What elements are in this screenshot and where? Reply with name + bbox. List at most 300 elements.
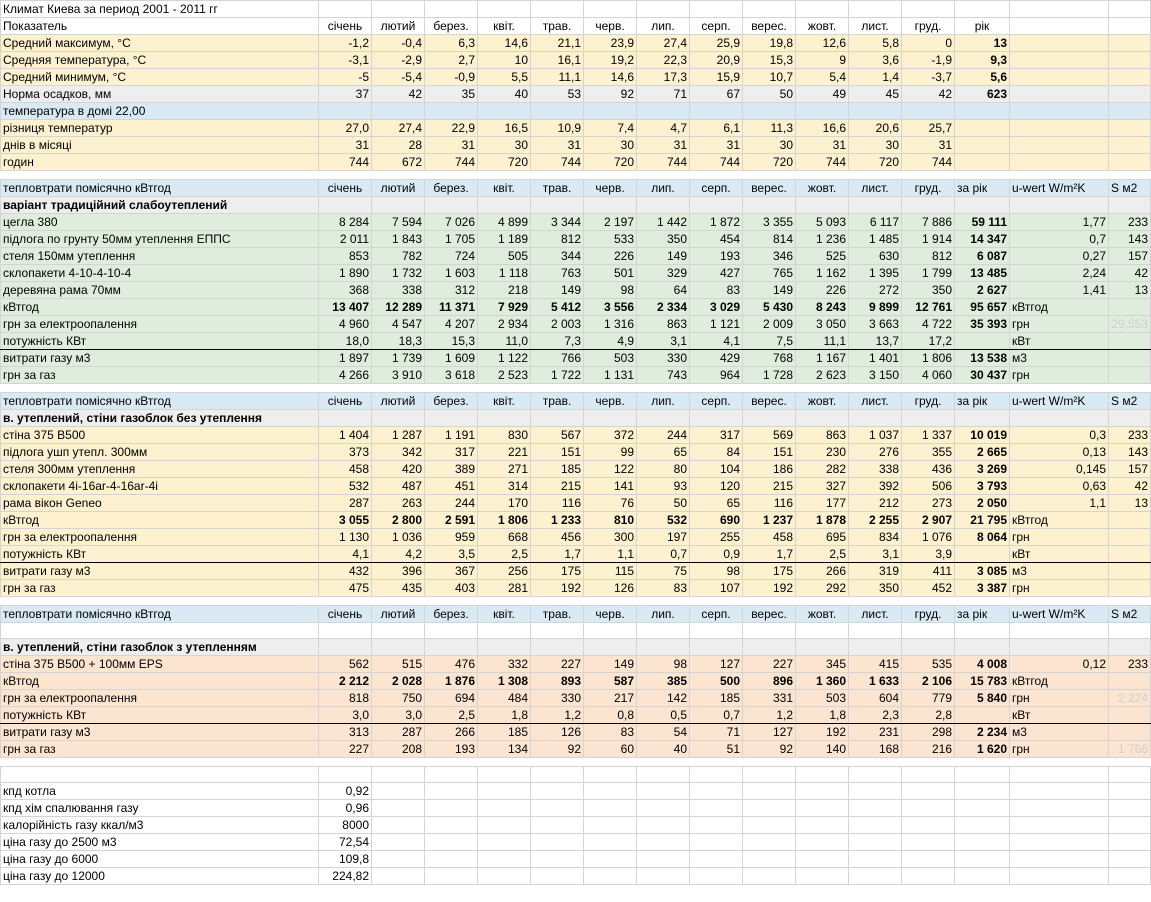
empty-cell[interactable]	[531, 623, 584, 639]
value-cell[interactable]: 1 705	[425, 231, 478, 248]
value-cell[interactable]: 744	[531, 154, 584, 171]
unit-cell[interactable]: грн	[1010, 580, 1109, 597]
value-cell[interactable]: 83	[690, 282, 743, 299]
unit-cell[interactable]: м3	[1010, 350, 1109, 367]
row-label[interactable]: стеля 150мм утеплення	[1, 248, 319, 265]
value-cell[interactable]: 1,2	[531, 707, 584, 724]
value-cell[interactable]: 503	[584, 350, 637, 367]
empty-cell[interactable]	[478, 817, 531, 834]
row-label[interactable]: стіна 375 В500	[1, 427, 319, 444]
value-cell[interactable]: 1 122	[478, 350, 531, 367]
value-cell[interactable]: 2 106	[902, 673, 955, 690]
value-cell[interactable]: 141	[584, 478, 637, 495]
empty-cell[interactable]	[584, 103, 637, 120]
empty-cell[interactable]	[372, 171, 425, 180]
empty-cell[interactable]	[478, 384, 531, 393]
column-header[interactable]: лип.	[637, 606, 690, 623]
row-label[interactable]: витрати газу м3	[1, 724, 319, 741]
value-cell[interactable]: 1 189	[478, 231, 531, 248]
empty-cell[interactable]	[690, 817, 743, 834]
value-cell[interactable]: 2 523	[478, 367, 531, 384]
empty-cell[interactable]	[478, 171, 531, 180]
empty-cell[interactable]	[478, 103, 531, 120]
empty-cell[interactable]	[531, 410, 584, 427]
value-cell[interactable]: 766	[531, 350, 584, 367]
value-cell[interactable]: 396	[372, 563, 425, 580]
value-cell[interactable]: 1 360	[796, 673, 849, 690]
u-value-cell[interactable]: 0,13	[1010, 444, 1109, 461]
value-cell[interactable]: 525	[796, 248, 849, 265]
value-cell[interactable]: 964	[690, 367, 743, 384]
empty-cell[interactable]	[1010, 69, 1109, 86]
value-cell[interactable]: 9	[796, 52, 849, 69]
value-cell[interactable]: 287	[319, 495, 372, 512]
value-cell[interactable]: 330	[637, 350, 690, 367]
value-cell[interactable]: 317	[690, 427, 743, 444]
area-cell[interactable]: 233	[1109, 427, 1151, 444]
empty-cell[interactable]	[690, 384, 743, 393]
value-cell[interactable]: 256	[478, 563, 531, 580]
month-header[interactable]: лютий	[372, 18, 425, 35]
value-cell[interactable]: 20,6	[849, 120, 902, 137]
value-cell[interactable]: 31	[796, 137, 849, 154]
value-cell[interactable]: 134	[478, 741, 531, 758]
value-cell[interactable]: 1 739	[372, 350, 425, 367]
value-cell[interactable]: 3 029	[690, 299, 743, 316]
column-header[interactable]: лютий	[372, 393, 425, 410]
value-cell[interactable]: 2 591	[425, 512, 478, 529]
value-cell[interactable]: 19,2	[584, 52, 637, 69]
empty-cell[interactable]	[478, 851, 531, 868]
value-cell[interactable]: 95 657	[955, 299, 1010, 316]
value-cell[interactable]: 1 872	[690, 214, 743, 231]
value-cell[interactable]: -1,9	[902, 52, 955, 69]
row-label[interactable]: грн за електроопалення	[1, 690, 319, 707]
empty-cell[interactable]	[743, 171, 796, 180]
value-cell[interactable]: -0,4	[372, 35, 425, 52]
value-cell[interactable]: 392	[849, 478, 902, 495]
empty-cell[interactable]	[478, 1, 531, 18]
value-cell[interactable]: 64	[637, 282, 690, 299]
value-cell[interactable]: 215	[743, 478, 796, 495]
param-label[interactable]: ціна газу до 12000	[1, 868, 319, 885]
empty-cell[interactable]	[1109, 103, 1151, 120]
value-cell[interactable]: 10,7	[743, 69, 796, 86]
value-cell[interactable]: 84	[690, 444, 743, 461]
value-cell[interactable]: 1 237	[743, 512, 796, 529]
value-cell[interactable]: 535	[902, 656, 955, 673]
empty-cell[interactable]	[425, 410, 478, 427]
value-cell[interactable]: 744	[902, 154, 955, 171]
value-cell[interactable]: 1 401	[849, 350, 902, 367]
column-header[interactable]: груд.	[902, 180, 955, 197]
empty-cell[interactable]	[849, 639, 902, 656]
value-cell[interactable]: 168	[849, 741, 902, 758]
value-cell[interactable]: 92	[584, 86, 637, 103]
value-cell[interactable]: 1 843	[372, 231, 425, 248]
row-label[interactable]: Средний минимум, °C	[1, 69, 319, 86]
value-cell[interactable]: 6 117	[849, 214, 902, 231]
empty-cell[interactable]	[743, 410, 796, 427]
empty-cell[interactable]	[902, 197, 955, 214]
value-cell[interactable]: 1,4	[849, 69, 902, 86]
empty-cell[interactable]	[955, 767, 1010, 783]
value-cell[interactable]	[955, 137, 1010, 154]
value-cell[interactable]: 0,5	[637, 707, 690, 724]
unit-cell[interactable]: кВтгод	[1010, 512, 1109, 529]
empty-cell[interactable]	[1010, 639, 1109, 656]
month-header[interactable]: трав.	[531, 18, 584, 35]
empty-cell[interactable]	[637, 597, 690, 606]
u-value-cell[interactable]: 0,27	[1010, 248, 1109, 265]
month-header[interactable]: верес.	[743, 18, 796, 35]
empty-cell[interactable]	[1109, 639, 1151, 656]
section-title[interactable]: варіант традиційний слабоутеплений	[1, 197, 319, 214]
value-cell[interactable]: 23,9	[584, 35, 637, 52]
unit-cell[interactable]: грн	[1010, 741, 1109, 758]
value-cell[interactable]: 5,5	[478, 69, 531, 86]
value-cell[interactable]: 2 003	[531, 316, 584, 333]
value-cell[interactable]: 19,8	[743, 35, 796, 52]
value-cell[interactable]: 452	[902, 580, 955, 597]
value-cell[interactable]: 3 618	[425, 367, 478, 384]
value-cell[interactable]: -3,7	[902, 69, 955, 86]
value-cell[interactable]: 744	[796, 154, 849, 171]
value-cell[interactable]: 720	[584, 154, 637, 171]
empty-cell[interactable]	[531, 103, 584, 120]
empty-cell[interactable]	[637, 623, 690, 639]
empty-cell[interactable]	[478, 800, 531, 817]
empty-cell[interactable]	[849, 103, 902, 120]
empty-cell[interactable]	[637, 197, 690, 214]
param-value[interactable]: 72,54	[319, 834, 372, 851]
column-header[interactable]: черв.	[584, 180, 637, 197]
empty-cell[interactable]	[372, 1, 425, 18]
unit-cell[interactable]: кВт	[1010, 333, 1109, 350]
empty-cell[interactable]	[478, 767, 531, 783]
empty-cell[interactable]	[690, 767, 743, 783]
value-cell[interactable]: 3,0	[319, 707, 372, 724]
value-cell[interactable]: 227	[531, 656, 584, 673]
value-cell[interactable]: 11,1	[531, 69, 584, 86]
value-cell[interactable]: 12,6	[796, 35, 849, 52]
value-cell[interactable]: 65	[637, 444, 690, 461]
empty-cell[interactable]	[955, 817, 1010, 834]
value-cell[interactable]: 1 167	[796, 350, 849, 367]
empty-cell[interactable]	[743, 800, 796, 817]
param-value[interactable]: 224,82	[319, 868, 372, 885]
u-value-cell[interactable]: 0,3	[1010, 427, 1109, 444]
empty-cell[interactable]	[955, 800, 1010, 817]
value-cell[interactable]: 484	[478, 690, 531, 707]
empty-cell[interactable]	[425, 103, 478, 120]
value-cell[interactable]: 50	[637, 495, 690, 512]
value-cell[interactable]: 18,0	[319, 333, 372, 350]
value-cell[interactable]: 292	[796, 580, 849, 597]
value-cell[interactable]	[955, 154, 1010, 171]
empty-cell[interactable]	[743, 103, 796, 120]
value-cell[interactable]: 31	[637, 137, 690, 154]
value-cell[interactable]: 329	[637, 265, 690, 282]
empty-cell[interactable]	[849, 384, 902, 393]
value-cell[interactable]: 27,0	[319, 120, 372, 137]
value-cell[interactable]	[1109, 350, 1151, 367]
empty-cell[interactable]	[690, 1, 743, 18]
empty-cell[interactable]	[955, 597, 1010, 606]
u-value-cell[interactable]: 0,7	[1010, 231, 1109, 248]
value-cell[interactable]: 282	[796, 461, 849, 478]
value-cell[interactable]: 743	[637, 367, 690, 384]
value-cell[interactable]: 330	[531, 690, 584, 707]
value-cell[interactable]: 2,8	[902, 707, 955, 724]
column-header[interactable]: трав.	[531, 180, 584, 197]
section-header-label[interactable]: тепловтрати помісячно кВтгод	[1, 606, 319, 623]
empty-cell[interactable]	[902, 817, 955, 834]
value-cell[interactable]: 51	[690, 741, 743, 758]
value-cell[interactable]: 37	[319, 86, 372, 103]
value-cell[interactable]: 3 793	[955, 478, 1010, 495]
empty-cell[interactable]	[478, 623, 531, 639]
row-label[interactable]: кВтгод	[1, 299, 319, 316]
row-label[interactable]: підлога ушп утепл. 300мм	[1, 444, 319, 461]
value-cell[interactable]: 10	[478, 52, 531, 69]
value-cell[interactable]: 3 387	[955, 580, 1010, 597]
value-cell[interactable]: 10,9	[531, 120, 584, 137]
value-cell[interactable]: 3 556	[584, 299, 637, 316]
value-cell[interactable]: 411	[902, 563, 955, 580]
empty-cell[interactable]	[690, 800, 743, 817]
empty-cell[interactable]	[372, 758, 425, 767]
empty-cell[interactable]	[584, 783, 637, 800]
value-cell[interactable]: 1 131	[584, 367, 637, 384]
value-cell[interactable]: 853	[319, 248, 372, 265]
value-cell[interactable]: 276	[849, 444, 902, 461]
value-cell[interactable]: 830	[478, 427, 531, 444]
row-label[interactable]: грн за електроопалення	[1, 529, 319, 546]
value-cell[interactable]: 99	[584, 444, 637, 461]
value-cell[interactable]: 208	[372, 741, 425, 758]
section-header-label[interactable]: тепловтрати помісячно кВтгод	[1, 180, 319, 197]
value-cell[interactable]: 92	[743, 741, 796, 758]
value-cell[interactable]: 16,5	[478, 120, 531, 137]
value-cell[interactable]: 98	[584, 282, 637, 299]
value-cell[interactable]: 21 795	[955, 512, 1010, 529]
unit-cell[interactable]: грн	[1010, 529, 1109, 546]
empty-cell[interactable]	[372, 623, 425, 639]
value-cell[interactable]	[1109, 512, 1151, 529]
section-title[interactable]: в. утеплений, стіни газоблок з утепленням	[1, 639, 319, 656]
empty-cell[interactable]	[1010, 1, 1109, 18]
value-cell[interactable]: 40	[478, 86, 531, 103]
value-cell[interactable]: 98	[690, 563, 743, 580]
value-cell[interactable]: 2 234	[955, 724, 1010, 741]
empty-cell[interactable]	[372, 197, 425, 214]
value-cell[interactable]: 5 412	[531, 299, 584, 316]
value-cell[interactable]: 765	[743, 265, 796, 282]
value-cell[interactable]: 4 266	[319, 367, 372, 384]
value-cell[interactable]: 45	[849, 86, 902, 103]
value-cell[interactable]: 0,7	[637, 546, 690, 563]
value-cell[interactable]: 744	[690, 154, 743, 171]
empty-cell[interactable]	[743, 834, 796, 851]
value-cell[interactable]: 192	[743, 580, 796, 597]
empty-cell[interactable]	[849, 623, 902, 639]
empty-cell[interactable]	[1109, 623, 1151, 639]
empty-cell[interactable]	[1109, 817, 1151, 834]
month-header[interactable]: черв.	[584, 18, 637, 35]
value-cell[interactable]: 346	[743, 248, 796, 265]
value-cell[interactable]: 810	[584, 512, 637, 529]
value-cell[interactable]: 140	[796, 741, 849, 758]
value-cell[interactable]: 2,7	[425, 52, 478, 69]
row-label[interactable]: потужність КВт	[1, 333, 319, 350]
value-cell[interactable]: 814	[743, 231, 796, 248]
column-header[interactable]: лист.	[849, 606, 902, 623]
empty-cell[interactable]	[690, 623, 743, 639]
empty-cell[interactable]	[319, 197, 372, 214]
empty-cell[interactable]	[849, 597, 902, 606]
empty-cell[interactable]	[531, 197, 584, 214]
value-cell[interactable]: 505	[478, 248, 531, 265]
empty-cell[interactable]	[531, 384, 584, 393]
column-header[interactable]: трав.	[531, 606, 584, 623]
value-cell[interactable]: 30	[478, 137, 531, 154]
empty-cell[interactable]	[1, 623, 319, 639]
value-cell[interactable]: 300	[584, 529, 637, 546]
value-cell[interactable]: 83	[584, 724, 637, 741]
empty-cell[interactable]	[955, 410, 1010, 427]
unit-cell[interactable]: кВтгод	[1010, 673, 1109, 690]
value-cell[interactable]: 319	[849, 563, 902, 580]
value-cell[interactable]: 2 212	[319, 673, 372, 690]
value-cell[interactable]: 3 910	[372, 367, 425, 384]
row-label[interactable]: витрати газу м3	[1, 350, 319, 367]
empty-cell[interactable]	[1010, 35, 1109, 52]
empty-cell[interactable]	[902, 834, 955, 851]
value-cell[interactable]: 403	[425, 580, 478, 597]
value-cell[interactable]: 345	[796, 656, 849, 673]
value-cell[interactable]: 14,6	[584, 69, 637, 86]
empty-cell[interactable]	[637, 767, 690, 783]
value-cell[interactable]: 263	[372, 495, 425, 512]
value-cell[interactable]: 9 899	[849, 299, 902, 316]
empty-cell[interactable]	[796, 868, 849, 885]
empty-cell[interactable]	[849, 783, 902, 800]
empty-cell[interactable]	[372, 597, 425, 606]
empty-cell[interactable]	[1109, 69, 1151, 86]
value-cell[interactable]	[1109, 529, 1151, 546]
value-cell[interactable]: 2 665	[955, 444, 1010, 461]
empty-cell[interactable]	[849, 171, 902, 180]
value-cell[interactable]: 16,1	[531, 52, 584, 69]
empty-cell[interactable]	[531, 597, 584, 606]
value-cell[interactable]: 126	[584, 580, 637, 597]
empty-cell[interactable]	[690, 103, 743, 120]
empty-cell[interactable]	[319, 410, 372, 427]
empty-cell[interactable]	[372, 834, 425, 851]
empty-cell[interactable]	[584, 767, 637, 783]
value-cell[interactable]: 126	[531, 724, 584, 741]
empty-cell[interactable]	[690, 171, 743, 180]
value-cell[interactable]: 3,1	[849, 546, 902, 563]
value-cell[interactable]: 2 050	[955, 495, 1010, 512]
empty-cell[interactable]	[849, 197, 902, 214]
column-header[interactable]: лист.	[849, 180, 902, 197]
value-cell[interactable]: 7 594	[372, 214, 425, 231]
empty-cell[interactable]	[637, 817, 690, 834]
column-header[interactable]: S м2	[1109, 180, 1151, 197]
value-cell[interactable]: 281	[478, 580, 531, 597]
value-cell[interactable]: 185	[690, 690, 743, 707]
empty-cell[interactable]	[319, 597, 372, 606]
value-cell[interactable]: 151	[743, 444, 796, 461]
empty-cell[interactable]	[849, 817, 902, 834]
empty-cell[interactable]	[531, 171, 584, 180]
value-cell[interactable]: 0,9	[690, 546, 743, 563]
column-header[interactable]: квіт.	[478, 606, 531, 623]
value-cell[interactable]: 1 806	[478, 512, 531, 529]
empty-cell[interactable]	[319, 103, 372, 120]
empty-cell[interactable]	[1109, 597, 1151, 606]
empty-cell[interactable]	[955, 834, 1010, 851]
value-cell[interactable]: 1,1	[584, 546, 637, 563]
empty-cell[interactable]	[584, 171, 637, 180]
area-cell[interactable]: 42	[1109, 478, 1151, 495]
value-cell[interactable]: 142	[637, 690, 690, 707]
column-header[interactable]: S м2	[1109, 393, 1151, 410]
empty-cell[interactable]	[1010, 758, 1109, 767]
empty-cell[interactable]	[902, 103, 955, 120]
empty-cell[interactable]	[902, 384, 955, 393]
value-cell[interactable]: 175	[531, 563, 584, 580]
empty-cell[interactable]	[849, 800, 902, 817]
value-cell[interactable]: 226	[584, 248, 637, 265]
row-header-label[interactable]: Показатель	[1, 18, 319, 35]
column-header[interactable]: за рік	[955, 393, 1010, 410]
value-cell[interactable]: 65	[690, 495, 743, 512]
column-header[interactable]: u-wert W/m²K	[1010, 393, 1109, 410]
empty-cell[interactable]	[637, 384, 690, 393]
empty-cell[interactable]	[796, 623, 849, 639]
value-cell[interactable]: 170	[478, 495, 531, 512]
empty-cell[interactable]	[372, 868, 425, 885]
month-header[interactable]: груд.	[902, 18, 955, 35]
value-cell[interactable]: 779	[902, 690, 955, 707]
empty-cell[interactable]	[902, 851, 955, 868]
value-cell[interactable]: 458	[743, 529, 796, 546]
value-cell[interactable]: 3,6	[849, 52, 902, 69]
value-cell[interactable]: 49	[796, 86, 849, 103]
value-cell[interactable]: 456	[531, 529, 584, 546]
empty-cell[interactable]	[690, 639, 743, 656]
value-cell[interactable]: 435	[372, 580, 425, 597]
value-cell[interactable]: 1,8	[796, 707, 849, 724]
value-cell[interactable]: 15 783	[955, 673, 1010, 690]
value-cell[interactable]: 271	[478, 461, 531, 478]
empty-cell[interactable]	[849, 834, 902, 851]
value-cell[interactable]: 11,3	[743, 120, 796, 137]
month-header[interactable]: серп.	[690, 18, 743, 35]
empty-cell[interactable]	[955, 639, 1010, 656]
empty-cell[interactable]	[584, 623, 637, 639]
empty-cell[interactable]	[319, 767, 372, 783]
empty-cell[interactable]	[584, 410, 637, 427]
value-cell[interactable]: 3 050	[796, 316, 849, 333]
value-cell[interactable]: 501	[584, 265, 637, 282]
value-cell[interactable]: 10 019	[955, 427, 1010, 444]
empty-cell[interactable]	[902, 171, 955, 180]
value-cell[interactable]: 1 395	[849, 265, 902, 282]
